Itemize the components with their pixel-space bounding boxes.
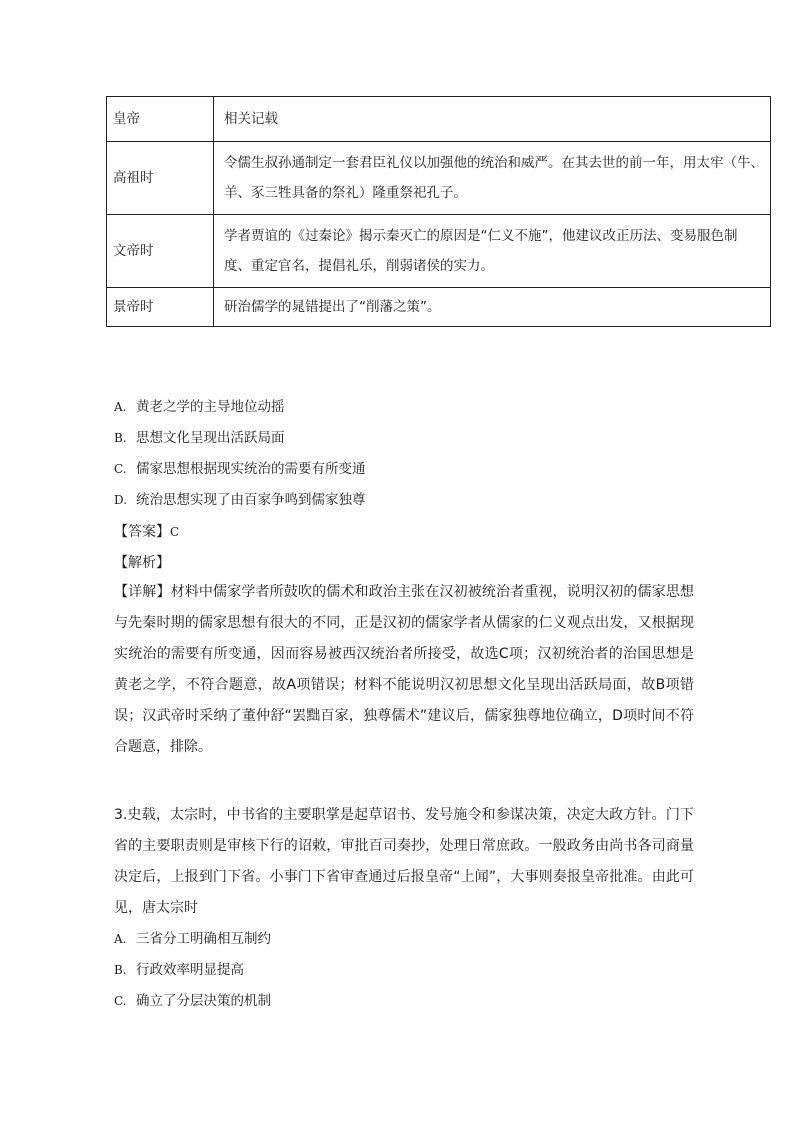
q3-stem: 3.史载，太宗时，中书省的主要职掌是起草诏书、发号施令和参谋决策，决定大政方针。门下省的主要职责则是审核下行的诏敕，审批百司奏抄，处理日常庶政。一般政务由尚书各司商量决定后，上报到门下省。小事门下省审查通过后报皇帝“上闻”，大事则奏报皇帝批准。由此可见，唐太宗时: [114, 807, 694, 916]
emperor-cell: 文帝时: [107, 215, 214, 288]
detail-label: 【详解】: [114, 584, 171, 600]
q2-option-b: [114, 428, 285, 448]
option-letter: A.: [114, 932, 127, 946]
q3-option-a: [114, 929, 271, 949]
option-letter: A.: [114, 400, 127, 414]
record-cell: 研治儒学的晁错提出了“削藩之策”。: [214, 288, 771, 327]
option-text: 思想文化呈现出活跃局面: [136, 430, 285, 446]
q3-option-b: [114, 960, 244, 980]
table-row: [107, 142, 771, 215]
emperor-records-table: [106, 96, 771, 327]
option-text: 儒家思想根据现实统治的需要有所变通: [136, 461, 366, 477]
emperor-cell: 高祖时: [107, 142, 214, 215]
option-letter: D.: [114, 493, 128, 507]
detail-text: 材料中儒家学者所鼓吹的儒术和政治主张在汉初被统治者重视，说明汉初的儒家思想与先秦时期的儒家思想有很大的不同，正是汉初的儒家学者从儒家的仁义观点出发，又根据现实统治的需要有所变通，因而容易被西汉统治者所接受，故选C项；汉初统治者的治国思想是黄老之学，不符合题意，故A项错误；材料不能说明汉初思想文化呈现出活跃局面，故B项错误；汉武帝时采纳了董仲舒“罢黜百家，独尊儒术”建议后，儒家独尊地位确立，D项时间不符合题意，排除。: [114, 584, 695, 755]
q2-option-d: [114, 490, 366, 510]
option-text: 确立了分层决策的机制: [136, 993, 271, 1009]
record-cell: 令儒生叔孙通制定一套君臣礼仪以加强他的统治和威严。在其去世的前一年，用太牢（牛、羊、豕三牲具备的祭礼）隆重祭祀孔子。: [214, 142, 771, 215]
q2-option-c: [114, 459, 366, 479]
analysis-label: 【解析】: [114, 555, 170, 571]
option-letter: C.: [114, 462, 127, 476]
q3-option-c: [114, 991, 271, 1011]
option-letter: C.: [114, 994, 127, 1008]
option-text: 黄老之学的主导地位动摇: [136, 399, 285, 415]
header-emperor: 皇帝: [107, 97, 214, 142]
q2-option-a: [114, 397, 285, 417]
table-row: [107, 215, 771, 288]
table-row: [107, 288, 771, 327]
option-text: 统治思想实现了由百家争鸣到儒家独尊: [136, 492, 366, 508]
record-cell: 学者贾谊的《过秦论》揭示秦灭亡的原因是“仁义不施”，他建议改正历法、变易服色制度、重定官名，提倡礼乐，削弱诸侯的实力。: [214, 215, 771, 288]
header-record: 相关记载: [214, 97, 771, 142]
answer-line: [114, 522, 179, 542]
answer-value: C: [170, 525, 180, 539]
emperor-cell: 景帝时: [107, 288, 214, 327]
table-header-row: [107, 97, 771, 142]
detail-paragraph: [114, 577, 694, 763]
option-letter: B.: [114, 431, 127, 445]
option-letter: B.: [114, 963, 127, 977]
option-text: 三省分工明确相互制约: [136, 931, 271, 947]
option-text: 行政效率明显提高: [136, 962, 244, 978]
answer-label: 【答案】: [114, 524, 170, 540]
